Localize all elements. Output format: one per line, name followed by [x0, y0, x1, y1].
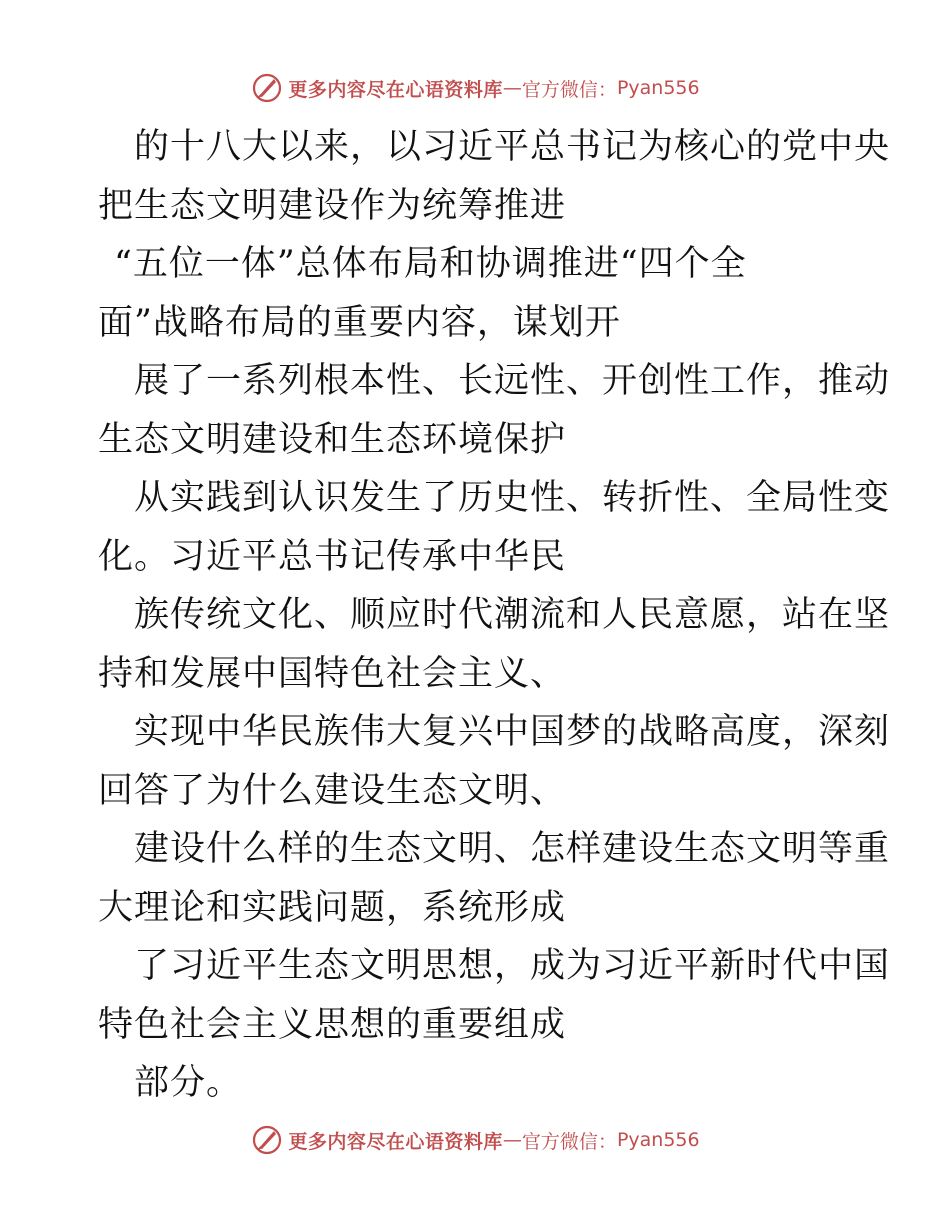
body-line: 实现中华民族伟大复兴中国梦的战略高度，深刻	[134, 712, 891, 752]
body-line: 部分。	[134, 1063, 243, 1103]
body-line: 从实践到认识发生了历史性、转折性、全局性变	[134, 478, 891, 518]
header-banner	[0, 70, 950, 106]
header-wechat-id: Pyan556	[616, 77, 700, 99]
footer-site-name: 更多内容尽在心语资料库	[288, 1130, 503, 1153]
body-line: 生态文明建设和生态环境保护	[98, 419, 567, 460]
footer-wechat-label: 官方微信：	[521, 1130, 617, 1153]
footer-banner	[0, 1122, 950, 1158]
footer-wechat-id: Pyan556	[616, 1129, 700, 1151]
body-line: 化。习近平总书记传承中华民	[98, 536, 567, 577]
body-line: 的十八大以来，以习近平总书记为核心的党中央	[134, 127, 891, 167]
body-line: 特色社会主义思想的重要组成	[98, 1004, 567, 1045]
body-line: 把生态文明建设作为统筹推进	[98, 185, 567, 226]
body-line: 了习近平生态文明思想，成为习近平新时代中国	[134, 946, 891, 986]
body-line: 面”战略布局的重要内容，谋划开	[98, 302, 621, 343]
header-separator: —	[502, 77, 522, 99]
document-body	[98, 118, 891, 1113]
body-line: 回答了为什么建设生态文明、	[98, 770, 567, 811]
body-line: 族传统文化、顺应时代潮流和人民意愿，站在坚	[134, 595, 891, 635]
body-line: 展了一系列根本性、长远性、开创性工作，推动	[134, 361, 891, 401]
body-line: 大理论和实践问题，系统形成	[98, 887, 567, 928]
footer-separator: —	[502, 1129, 522, 1151]
quill-logo-icon	[250, 71, 284, 105]
header-site-name: 更多内容尽在心语资料库	[288, 78, 503, 101]
body-line: 持和发展中国特色社会主义、	[98, 653, 567, 694]
body-line: “五位一体”总体布局和协调推进“四个全	[114, 244, 747, 284]
body-line: 建设什么样的生态文明、怎样建设生态文明等重	[134, 829, 891, 869]
header-wechat-label: 官方微信：	[521, 78, 617, 101]
quill-logo-icon	[250, 1123, 284, 1157]
